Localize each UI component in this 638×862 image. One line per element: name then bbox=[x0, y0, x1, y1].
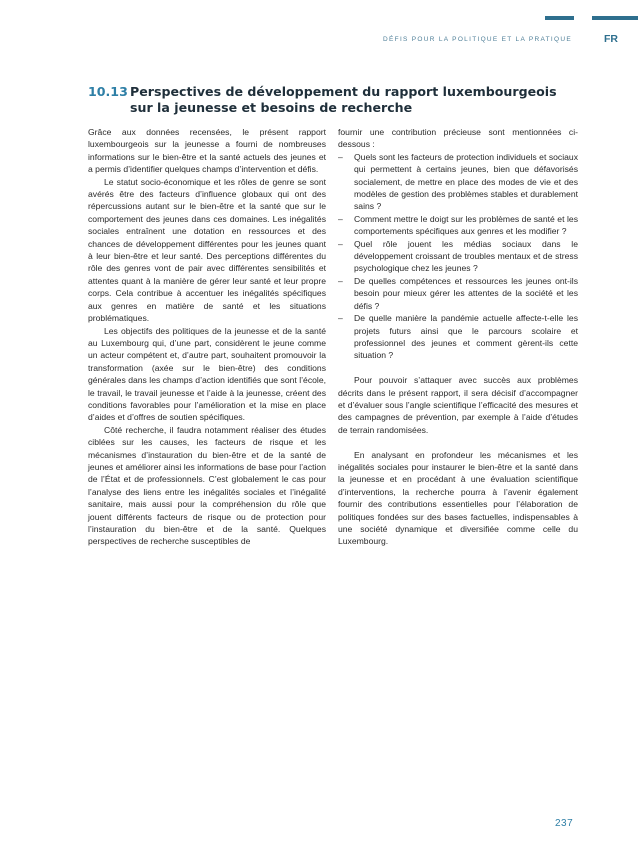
list-item-text: De quelles compétences et ressources les jeunes ont-ils besoin pour mieux gérer les attentes de la société et les défis ? bbox=[354, 275, 578, 311]
dash-bullet: – bbox=[338, 275, 343, 286]
dash-bullet: – bbox=[338, 151, 343, 162]
paragraph: Grâce aux données recensées, le présent rapport luxembourgeois sur la jeunesse a fourni de nombreuses informations sur le bien-être et la santé actuels des jeunes et a permis d’identifier quelques champs d’intervention et défis. bbox=[88, 127, 326, 175]
list-item bbox=[338, 238, 578, 275]
dash-bullet: – bbox=[338, 238, 343, 249]
list-item-text: De quelle manière la pandémie actuelle affecte-t-elle les projets futurs ainsi que le parcours scolaire et professionnel des jeunes et comment gèrent-ils cette situation ? bbox=[354, 313, 578, 361]
dash-bullet: – bbox=[338, 213, 343, 224]
list-item bbox=[338, 151, 578, 213]
list-item bbox=[338, 275, 578, 312]
list-item bbox=[338, 213, 578, 238]
research-questions-list bbox=[338, 151, 578, 362]
paragraph: fournir une contribution précieuse sont mentionnées ci-dessous : bbox=[338, 127, 578, 150]
section-title: Perspectives de développement du rapport luxembourgeois sur la jeunesse et besoins de recherche bbox=[130, 84, 557, 115]
paragraph: Côté recherche, il faudra notamment réaliser des études ciblées sur les causes, les facteurs de risque et les mécanismes d’instauration du bien-être et de la santé de jeunes et améliorer ainsi les informations de base pour l’action de l’État et de professionnels. C’est globalement le cas pour l’analyse des liens entre les inégalités sociales et l’inégalité sanitaire, mais aussi pour la compréhension du rôle que jouent différents facteurs de risque ou de protection pour l’instauration du bien-être et de la santé. Quelques perspectives de recherche susceptibles de bbox=[88, 424, 326, 547]
language-label: FR bbox=[604, 33, 618, 45]
list-item-text: Quel rôle jouent les médias sociaux dans le développement croissant de troubles mentaux et de stress psychologique chez les jeunes ? bbox=[354, 238, 578, 274]
list-item-text: Comment mettre le doigt sur les problèmes de santé et les comportements spécifiques aux genres et les modifier ? bbox=[354, 213, 578, 237]
paragraph: Pour pouvoir s’attaquer avec succès aux problèmes décrits dans le présent rapport, il sera décisif d’accompagner et d’évaluer sous l’angle scientifique l’efficacité des mesures et des campagnes de prévention, par exemple à l’aide d’études de terrain randomisées. bbox=[338, 375, 578, 435]
header-rule-left bbox=[545, 16, 574, 20]
list-item bbox=[338, 312, 578, 362]
dash-bullet: – bbox=[338, 313, 343, 324]
paragraph: Le statut socio-économique et les rôles de genre se sont avérés être des facteurs d’influence globaux qui ont des répercussions autant sur le bien-être et la santé que sur le comportement des jeunes dans ces domaines. Les inégalités sociales entraînent une dotation en ressources et des chances de développement différentes pour les jeunes quant à leur bien-être et leur santé. Des perceptions différentes du rôle des genres vont de pair avec différentes sensibilités et attentes quant à la manière de gérer leur santé et leur propre corps. Cela contribue à accentuer les inégalités spécifiques aux genres en matière de santé et les situations problématiques. bbox=[88, 176, 326, 324]
section-number: 10.13 bbox=[88, 84, 128, 99]
header-rule-right bbox=[592, 16, 638, 20]
paragraph: En analysant en profondeur les mécanismes et les inégalités sociales pour instaurer le bien-être et la santé dans la jeunesse et en procédant à une évaluation scientifique d’interventions, la recherche pourra à l’avenir également fournir des contributions essentielles pour l’élaboration de politiques fondées sur des bases factuelles, indispensables à une société dynamique et diversifiée comme celle du Luxembourg. bbox=[338, 449, 578, 547]
left-column bbox=[88, 126, 326, 548]
list-item-text: Quels sont les facteurs de protection individuels et sociaux qui permettent à certains jeunes, bien que défavorisés socialement, de mettre en place des modes de vie et des modèles de gestion des problèmes stables et durablement sains ? bbox=[354, 151, 578, 212]
right-column bbox=[338, 126, 578, 548]
running-header: DÉFIS POUR LA POLITIQUE ET LA PRATIQUE bbox=[383, 36, 572, 43]
page-number: 237 bbox=[555, 818, 574, 829]
paragraph: Les objectifs des politiques de la jeunesse et de la santé au Luxembourg qui, d’une part, considèrent le jeune comme un acteur compétent et, d’autre part, souhaitent promouvoir la transformation (axée sur le bien-être) des conditions générales dans les champs d’action identifiés que sont l’école, le travail, le travail jeunesse et l’aide à la jeunesse, créent des conditions favorables pour l’amélioration et la mise en place d’aides et d’offres de soutien spécifiques. bbox=[88, 325, 326, 423]
